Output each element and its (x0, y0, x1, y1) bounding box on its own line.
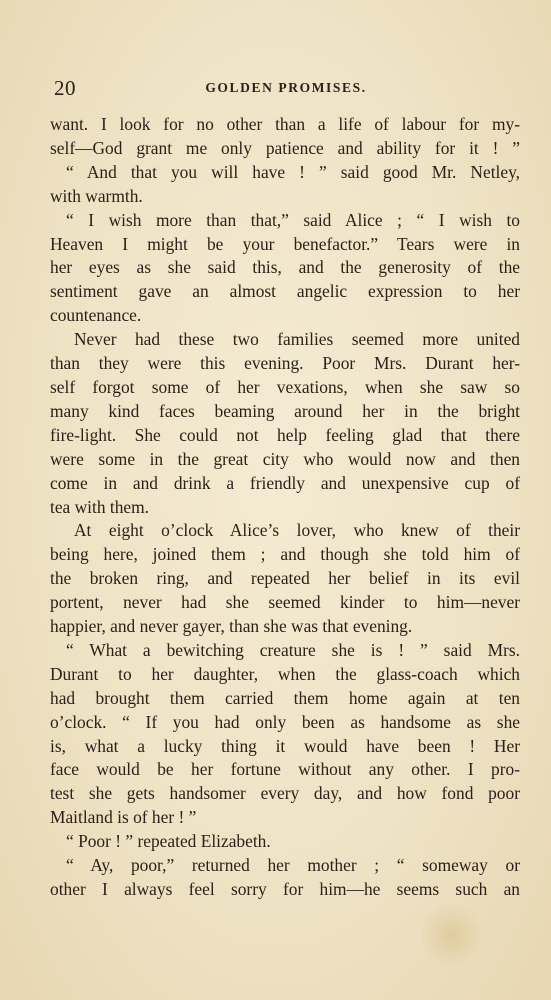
text-line: “ What a bewitching creature she is ! ” said Mrs. (66, 639, 520, 660)
text-line: “ I wish more than that,” said Alice ; “ I wish to (66, 209, 520, 230)
text-line: Heaven I might be your benefactor.” Tears were in (50, 233, 520, 254)
text-line: Durant to her daughter, when the glass-coach which (50, 663, 520, 684)
text-line: with warmth. (50, 185, 143, 206)
text-line: Maitland is of her ! ” (50, 807, 197, 828)
text-line: portent, never had she seemed kinder to him—never (50, 592, 520, 613)
page-number: 20 (54, 76, 76, 100)
text-line: many kind faces beaming around her in the bright (50, 400, 520, 421)
text-line: other I always feel sorry for him—he seems such an (50, 879, 520, 899)
text-line: fire-light. She could not help feeling glad that there (50, 424, 520, 445)
running-head: GOLDEN PROMISES. (205, 80, 367, 95)
text-line: being here, joined them ; and though she told him of (50, 544, 520, 565)
text-line: countenance. (50, 305, 142, 326)
text-line: At eight o’clock Alice’s lover, who knew of their (74, 520, 520, 541)
text-line: than they were this evening. Poor Mrs. Durant her- (50, 353, 520, 374)
paper-stain (421, 900, 481, 970)
text-line: want. I look for no other than a life of labour for my- (50, 114, 520, 134)
text-line: “ Ay, poor,” returned her mother ; “ someway or (66, 855, 520, 876)
text-line: self—God grant me only patience and ability for it ! ” (50, 137, 520, 158)
text-line: her eyes as she said this, and the generosity of the (50, 257, 520, 278)
text-line: come in and drink a friendly and unexpensive cup of (50, 472, 520, 493)
text-line: Never had these two families seemed more united (74, 329, 520, 350)
page-header (54, 76, 518, 100)
text-line: test she gets handsomer every day, and how fond poor (50, 783, 520, 804)
text-line: had brought them carried them home again at ten (50, 687, 520, 708)
text-line: sentiment gave an almost angelic expression to her (50, 281, 520, 302)
text-line: the broken ring, and repeated her belief in its evil (50, 568, 520, 589)
text-line: tea with them. (50, 496, 150, 517)
text-line: happier, and never gayer, than she was that evening. (50, 616, 413, 637)
text-line: “ And that you will have ! ” said good Mr. Netley, (66, 161, 520, 182)
body-text (50, 113, 520, 902)
text-line: face would be her fortune without any other. I pro- (50, 759, 520, 780)
text-line: “ Poor ! ” repeated Elizabeth. (66, 831, 271, 852)
text-line: self forgot some of her vexations, when she saw so (50, 376, 520, 397)
text-line: o’clock. “ If you had only been as handsome as she (50, 711, 520, 732)
text-line: is, what a lucky thing it would have been ! Her (50, 735, 520, 756)
text-line: were some in the great city who would now and then (50, 448, 520, 469)
